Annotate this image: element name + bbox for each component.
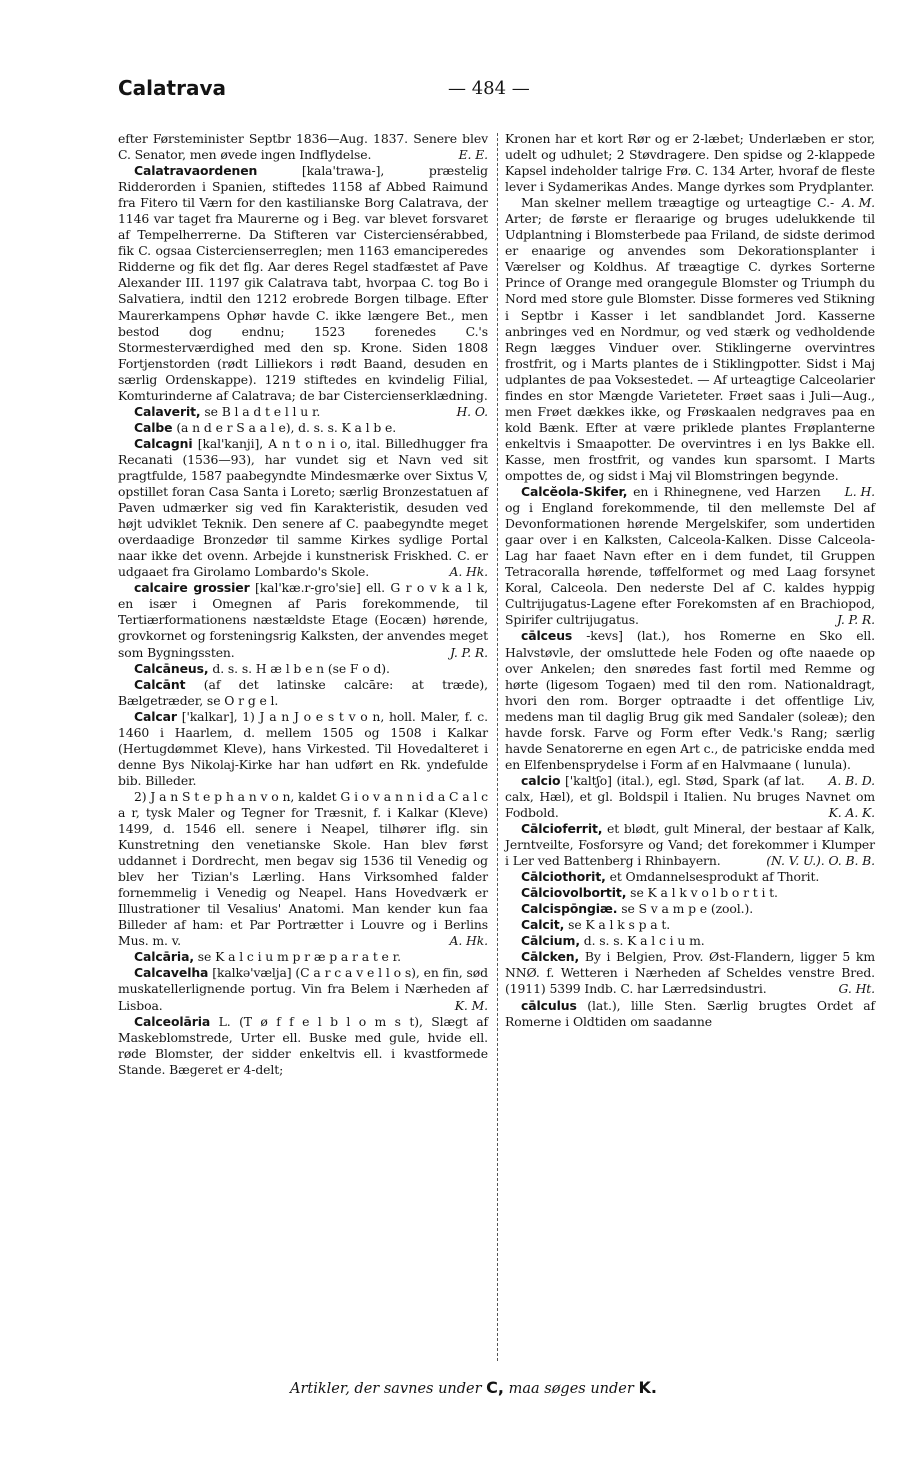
entry-text: Man skelner mellem træagtige og urteagtige C.-Arter; de første er fleraarige og bruges udelukkende til Udplantning i Blomsterbede paa Friland, de sidste derimod er enaarige og anvendes som Dekorationsplanter i Værelser og Koldhus. Af træagtige C. dyrkes Sorterne Prince of Orange med orangegule Blomster og Triumph du Nord med store gule Blomster. Disse formeres ved Stikning i Septbr i Kasser i let sandblandet Jord. Kasserne anbringes ved en Nordmur, og ved stærk og vedholdende Regn lægges Vinduer over. Stiklingerne overvintres frostfrit, og i Marts plantes de i Stiklingpotter. Sidst i Maj udplantes de paa Voksestedet. — Af urteagtige Calceolarier findes en stor Mængde Varieteter. Frøet saas i Juli—Aug., men Frøet dækkes ikke, og Frøskaalen nedgraves paa en kold Bænk. Efter at være priklede plantes Frøplanterne enkeltvis i Smaapotter. De overvintres i en lys Bakke ell. Kasse, men frostfrit, og vandes kun sparsomt. I Marts ompottes de, og sidst i Maj vil Blomstringen begynde. bbox=[505, 195, 875, 483]
entry-headword: Calcispōngiæ. bbox=[521, 901, 618, 917]
entry-headword: Calcāneus, bbox=[134, 660, 209, 676]
entry-text: [kala'trawa-], præstelig Ridderorden i Spanien, stiftedes 1158 af Abbed Raimund fra Fitero til Værn for den kastilianske Borg Calatrava, der 1146 var taget fra Maurerne og i Beg. var blevet forsvaret af Tempelherrerne. Da Stifteren var Cisterciensérabbed, fik C. ogsaa Cistercienserreglen; men 1163 emanciperedes Ridderne og fik det flg. Aar deres Regel stadfæstet af Pave Alexander III. 1197 gik Calatrava tabt, hvorpaa C. tog Bo i Salvatiera, indtil den 1212 erobrede Borgen tilbage. Efter Maurerkampens Ophør havde C. ikke længere Bet., men bestod dog endnu; 1523 forenedes C.'s Stormesterværdighed med den sp. Krone. Siden 1808 Fortjenstorden (rødt Lilliekors i rødt Baand, desuden en særlig Ordenskappe). 1219 stiftedes en kvindelig Filial, Komturinderne af Calatrava; de bar Cistercienserklædning. bbox=[118, 163, 488, 403]
entry-headword: Cālcken, bbox=[521, 949, 580, 965]
author-signature: A. M. bbox=[842, 195, 875, 211]
entry-text: en i Rhinegnene, ved Harzen og i England forekommende, til den mellemste Del af Devonformationen hørende Mergelskifer, som undertiden gaar over i en Kalksten, Calceola-Kalken. Disse Calceola-Lag har faaet Navn efter en i dem fundet, til Gruppen Tetracoralla hørende, tøffelformet og med Laag forsynet Koral, Calceola. Den nederste Del af C. kaldes hyppig Cultrijugatus-Lagene efter Forekomsten af en Brachiopod, Spirifer cultrijugatus. bbox=[505, 484, 875, 628]
entry-text: (lat.), lille Sten. Særlig brugtes Ordet af Romerne i Oldtiden om saadanne bbox=[505, 997, 875, 1029]
author-signature: G. Ht. bbox=[838, 981, 875, 997]
entry-text: (af det latinske calcāre: at træde), Bælgetræder, se O r g e l. bbox=[118, 676, 488, 708]
entry-headword: Calcagni bbox=[134, 435, 193, 451]
entry-text: et Omdannelsesprodukt af Thorit. bbox=[605, 869, 820, 885]
footer-letter-k: K. bbox=[638, 1378, 657, 1397]
dictionary-entry bbox=[118, 661, 488, 677]
entry-headword: Calcĕola-Skifer, bbox=[521, 484, 628, 500]
dictionary-entry bbox=[505, 885, 875, 901]
entry-headword: Calcit, bbox=[521, 917, 565, 933]
entry-headword: Cālcium, bbox=[521, 933, 580, 949]
dictionary-entry bbox=[118, 789, 488, 949]
dictionary-entry bbox=[505, 821, 875, 869]
dictionary-entry bbox=[118, 677, 488, 709]
entry-text: se K a l c i u m p r æ p a r a t e r. bbox=[193, 949, 401, 965]
entry-text: (a n d e r S a a l e), d. s. s. K a l b e. bbox=[172, 419, 397, 435]
entry-headword: Calcavelha bbox=[134, 965, 209, 981]
author-signature: J. P. R. bbox=[449, 644, 488, 660]
right-column bbox=[505, 131, 875, 1030]
entry-headword: cālceus bbox=[521, 628, 573, 644]
dictionary-entry bbox=[118, 709, 488, 789]
left-column bbox=[118, 131, 488, 1078]
entry-headword: Calaverit, bbox=[134, 403, 201, 419]
entry-text: se K a l k v o l b o r t i t. bbox=[626, 885, 778, 901]
column-divider bbox=[497, 133, 498, 1361]
entry-headword: Calbe bbox=[134, 419, 173, 435]
page-header bbox=[118, 76, 766, 106]
dictionary-entry bbox=[505, 484, 875, 628]
running-head-word: Calatrava bbox=[118, 76, 226, 100]
entry-headword: Cālciothorit, bbox=[521, 869, 606, 885]
dictionary-entry bbox=[118, 436, 488, 580]
entry-headword: Calcāria, bbox=[134, 949, 194, 965]
entry-text: efter Førsteminister Septbr 1836—Aug. 1837. Senere blev C. Senator, men øvede ingen Indflydelse. bbox=[118, 131, 488, 163]
author-signature: A. B. D. bbox=[828, 772, 875, 788]
entry-headword: Calatravaordenen bbox=[134, 163, 258, 179]
entry-headword: calcaire grossier bbox=[134, 580, 250, 596]
footer-text: Artikler, der savnes under bbox=[290, 1381, 482, 1397]
author-signature: (N. V. U.). O. B. B. bbox=[766, 853, 875, 869]
author-signature: H. O. bbox=[456, 403, 488, 419]
dictionary-entry bbox=[505, 917, 875, 933]
entry-headword: calcio bbox=[521, 772, 561, 788]
dictionary-entry bbox=[118, 420, 488, 436]
author-signature: E. E. bbox=[458, 147, 488, 163]
author-signature: K. M. bbox=[454, 997, 488, 1013]
dictionary-entry bbox=[118, 580, 488, 660]
dictionary-entry bbox=[505, 998, 875, 1030]
entry-text: et blødt, gult Mineral, der bestaar af Kalk, Jerntveilte, Fosforsyre og Vand; det forekommer i Klumper i Ler ved Battenberg i Rhinbayern. bbox=[505, 821, 875, 869]
entry-headword: Calceolāria bbox=[134, 1013, 211, 1029]
entry-text: [kal'kæ.r-gro'sie] ell. G r o v k a l k, en især i Omegnen af Paris forekommende, til Tertiærformationens næstældste Etage (Eocæn) hørende, grovkornet og forsteningsrig Kalksten, der anvendes meget som Bygningssten. bbox=[118, 580, 489, 660]
entry-text: [kal'kanji], A n t o n i o, ital. Billedhugger fra Recanati (1536—93), har vundet sig et Navn ved sit pragtfulde, 1587 paabegyndte Mindesmærke over Sixtus V, opstillet foran Casa Santa i Loreto; særlig Bronzestatuen af Paven udmærker sig ved fin Karakteristik, desuden ved højt udviklet Teknik. Den senere af C. paabegyndte meget overdaadige Bronzedør til samme Kirkes sydlige Portal naar ikke det ovenn. Arbejde i kunstnerisk Friskhed. C. er udgaaet fra Girolamo Lombardo's Skole. bbox=[118, 435, 488, 580]
entry-text: Kronen har et kort Rør og er 2-læbet; Underlæben er stor, udelt og udhulet; 2 Støvdragere. Den spidse og 2-klappede Kapsel indeholder talrige Frø. C. 134 Arter, hvoraf de fleste lever i Sydamerikas Andes. Mange dyrkes som Prydplanter. bbox=[505, 131, 875, 195]
entry-text: se K a l k s p a t. bbox=[564, 917, 671, 933]
dictionary-entry bbox=[505, 901, 875, 917]
entry-text: d. s. s. H æ l b e n (se F o d). bbox=[208, 660, 390, 676]
entry-headword: Calcānt bbox=[134, 676, 186, 692]
dictionary-entry bbox=[118, 965, 488, 1013]
entry-text: By i Belgien, Prov. Øst-Flandern, ligger 5 km NNØ. f. Wetteren i Nærheden af Scheldes venstre Bred. (1911) 5399 Indb. C. har Lærredsindustri. bbox=[505, 949, 875, 997]
entry-text: se B l a d t e l l u r. bbox=[200, 403, 321, 419]
entry-text: se S v a m p e (zool.). bbox=[617, 901, 754, 917]
entry-headword: Calcar bbox=[134, 708, 177, 724]
entry-headword: Cālcioferrit, bbox=[521, 821, 603, 837]
dictionary-entry bbox=[505, 933, 875, 949]
entry-text: [kalkə'vælja] (C a r c a v e l l o s), en fin, sød muskatellerlignende portug. Vin fra Belem i Nærheden af Lisboa. bbox=[118, 965, 488, 1013]
author-signature: A. Hk. bbox=[449, 933, 488, 949]
entry-headword: cālculus bbox=[521, 997, 577, 1013]
entry-text: L. (T ø f f e l b l o m s t), Slægt af Maskeblomstrede, Urter ell. Buske med gule, hvide ell. røde Blomster, der sidder enkeltvis ell. i kvastformede Stande. Bægeret er 4-delt; bbox=[118, 1013, 488, 1077]
dictionary-entry bbox=[505, 131, 875, 211]
page-number: — 484 — bbox=[448, 78, 530, 99]
author-signature: J. P. R. bbox=[836, 612, 875, 628]
footer-text-mid: maa søges under bbox=[508, 1381, 634, 1397]
entry-text: ['kalkar], 1) J a n J o e s t v o n, holl. Maler, f. c. 1460 i Haarlem, d. mellem 1505 og 1508 i Kalkar (Hertugdømmet Kleve), hans Virkested. Til Hovedalteret i denne Bys Nikolaj-Kirke har han udført en Rk. yndefulde bib. Billeder. bbox=[118, 708, 488, 788]
entry-headword: Cālciovolbortit, bbox=[521, 885, 627, 901]
entry-text: 2) J a n S t e p h a n v o n, kaldet G i o v a n n i d a C a l c a r, tysk Maler og Tegner for Træsnit, f. i Kalkar (Kleve) 1499, d. 1546 ell. senere i Neapel, tilhører iflg. sin Kunstretning den venetianske Skole. Han blev først uddannet i Dordrecht, men begav sig 1536 til Venedig og blev her Tizian's Lærling. Hans Virksomhed falder fornemmelig i Venedig og Neapel. Hans Hovedværk er Illustrationer til Vesalius' Anatomi. Man kender kun faa Billeder af ham: et Par Portrætter i Louvre og i Berlins Mus. m. v. bbox=[118, 788, 488, 949]
dictionary-entry bbox=[118, 131, 488, 163]
dictionary-entry bbox=[505, 949, 875, 997]
page-footer-note bbox=[290, 1378, 790, 1397]
entry-text: ['kaltʃo] (ital.), egl. Stød, Spark (af lat. calx, Hæl), et gl. Boldspil i Italien. Nu bruges Navnet om Fodbold. bbox=[505, 772, 875, 820]
author-signature: L. H. bbox=[844, 484, 875, 500]
dictionary-entry bbox=[505, 869, 875, 885]
author-signature: A. Hk. bbox=[449, 564, 488, 580]
dictionary-entry bbox=[118, 1014, 488, 1078]
entry-text: -kevs] (lat.), hos Romerne en Sko ell. Halvstøvle, der omsluttede hele Foden og ofte naaede op over Ankelen; den snøredes fast fortil med Remme og hørte (ligesom Togaen) med til den rom. Nationaldragt, hvori den rom. Borger optraadte i det offentlige Liv, medens man til daglig Brug gik med Sandaler (soleæ); den havde forsk. Farve og Form efter Vedk.'s Rang; særlig havde Senatorerne en egen Art c., de patriciske endda med en Elfenbensprydelse i Form af en Halvmaane ( lunula). bbox=[505, 628, 875, 772]
dictionary-entry bbox=[118, 949, 488, 965]
entry-text: d. s. s. K a l c i u m. bbox=[579, 933, 705, 949]
footer-letter-c: C, bbox=[486, 1378, 504, 1397]
author-signature: K. A. K. bbox=[828, 804, 875, 820]
